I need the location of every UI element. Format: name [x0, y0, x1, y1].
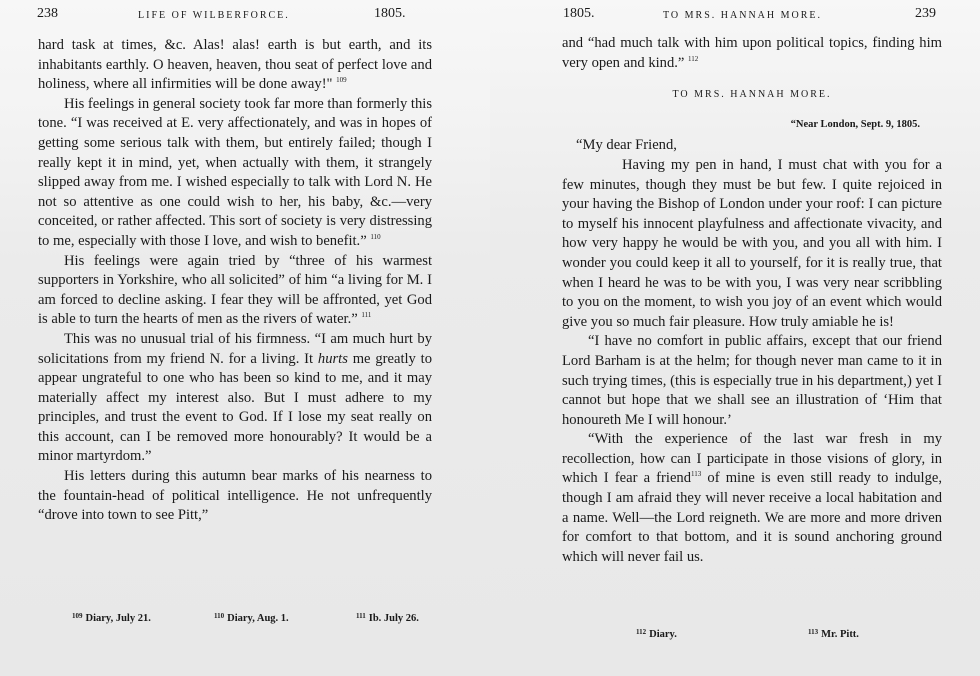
footnote: $^{111}$ Ib. July 26. [356, 612, 419, 624]
running-head-left [0, 6, 490, 26]
footnote: $^{110}$ Diary, Aug. 1. [214, 612, 289, 624]
paragraph: hard task at times, &c. Alas! alas! earth is but earth, and its inhabitants earthly. O heaven, heaven, thou seat of perfect love and holiness, where all infirmities will be done away!" $^{109}$ [38, 37, 432, 93]
paragraph: His letters during this autumn bear marks of his nearness to the fountain-head of political intelligence. He not unfrequently “drove into town to see Pitt,” [38, 468, 432, 524]
footnote-ref: 111 [361, 311, 372, 320]
paragraph: His feelings were again tried by “three of his warmest supporters in Yorkshire, who all solicited” of him “a living for M. I am forced to decline asking. I fear they will be affronted, yet God is able to turn the hearts of men as the rivers of water.” $^{111}$ [38, 252, 432, 328]
paragraph: Having my pen in hand, I must chat with you for a few minutes, though they must be but few. I quite rejoiced in your having the Bishop of London under your roof: I can picture to myself his innocent playfulness and affectionate vivacity, and how very happy he would be with you, and you all with him. I wonder you could keep it all to yourself, for it is really true, that when I heard he was to be with you, I was very near scribbling to you on the moment, to wish you joy of an event which would give you so much fair pleasure. How truly amiable he is! [562, 156, 942, 330]
footnote-ref: 112 [688, 54, 699, 63]
running-title-right: TO MRS. HANNAH MORE. [663, 10, 822, 21]
paragraph: His feelings in general society took far more than formerly this tone. “I was received at E. very affectionately, and was in hopes of getting some serious talk with them, but entirely failed; though I really kept it in mind, yet, when actually with them, it strangely slipped away from me. I wished especially to talk with Lord N. He not so attentive as one could wish to her, his baby, &c.—very conceited, or rather affected. This sort of society is very distressing to me, especially with those I love, and wish to benefit.” $^{110}$ [38, 95, 432, 249]
paragraph: This was no unusual trial of his firmness. “I am much hurt by solicitations from my friend N. for a living. It hurts me greatly to appear ungrateful to one who has been so kind to me, and it may materially affect my interest also. But I must adhere to my principles, and trust the event to God. If I lose my seat really on this account, can I be removed more honourably? It would be a minor martyrdom.” [38, 330, 432, 465]
footnote-ref: 113 [691, 470, 702, 479]
footnotes-right [490, 628, 980, 644]
footnote: $^{109}$ Diary, July 21. [72, 612, 151, 624]
right-body-text [562, 34, 942, 567]
running-title-left: LIFE OF WILBERFORCE. [138, 10, 290, 21]
running-head-right [490, 6, 980, 26]
right-page [490, 0, 980, 676]
page-number-right: 239 [915, 6, 936, 21]
footnote: $^{113}$ Mr. Pitt. [808, 628, 859, 640]
footnote-ref: 109 [336, 76, 347, 85]
emphasized-word: hurts [317, 350, 348, 367]
running-year-right: 1805. [563, 6, 595, 21]
footnote: $^{112}$ Diary. [636, 628, 677, 640]
page-number-left: 238 [37, 6, 58, 21]
paragraph: “With the experience of the last war fresh in my recollection, how can I participate in those visions of glory, in which I fear a friend$^{113}$ of mine is even still ready to indulge, though I am afraid they will never receive a local habitation and a name. Well—the Lord reigneth. We are more and more driven for comfort to that bottom, and it is sound anchoring ground which will never fail us. [562, 431, 942, 565]
paragraph: “I have no comfort in public affairs, except that our friend Lord Barham is at the helm; for though never man came to it in such trying times, (this is especially true in his department,) yet I cannot but hope that we shall see an illustration of ‘Him that honoureth Me I will honour.’ [562, 333, 942, 428]
left-body-text [38, 36, 432, 526]
paragraph: and “had much talk with him upon political topics, finding him very open and kind.” $^{112}$ [562, 35, 942, 71]
letter-date: “Near London, Sept. 9, 1805. [790, 118, 920, 130]
letter-heading: TO MRS. HANNAH MORE. [672, 89, 832, 101]
running-year-left: 1805. [374, 6, 406, 21]
footnotes-left [0, 612, 490, 628]
salutation: “My dear Friend, [576, 137, 677, 154]
footnote-ref: 110 [370, 232, 381, 241]
